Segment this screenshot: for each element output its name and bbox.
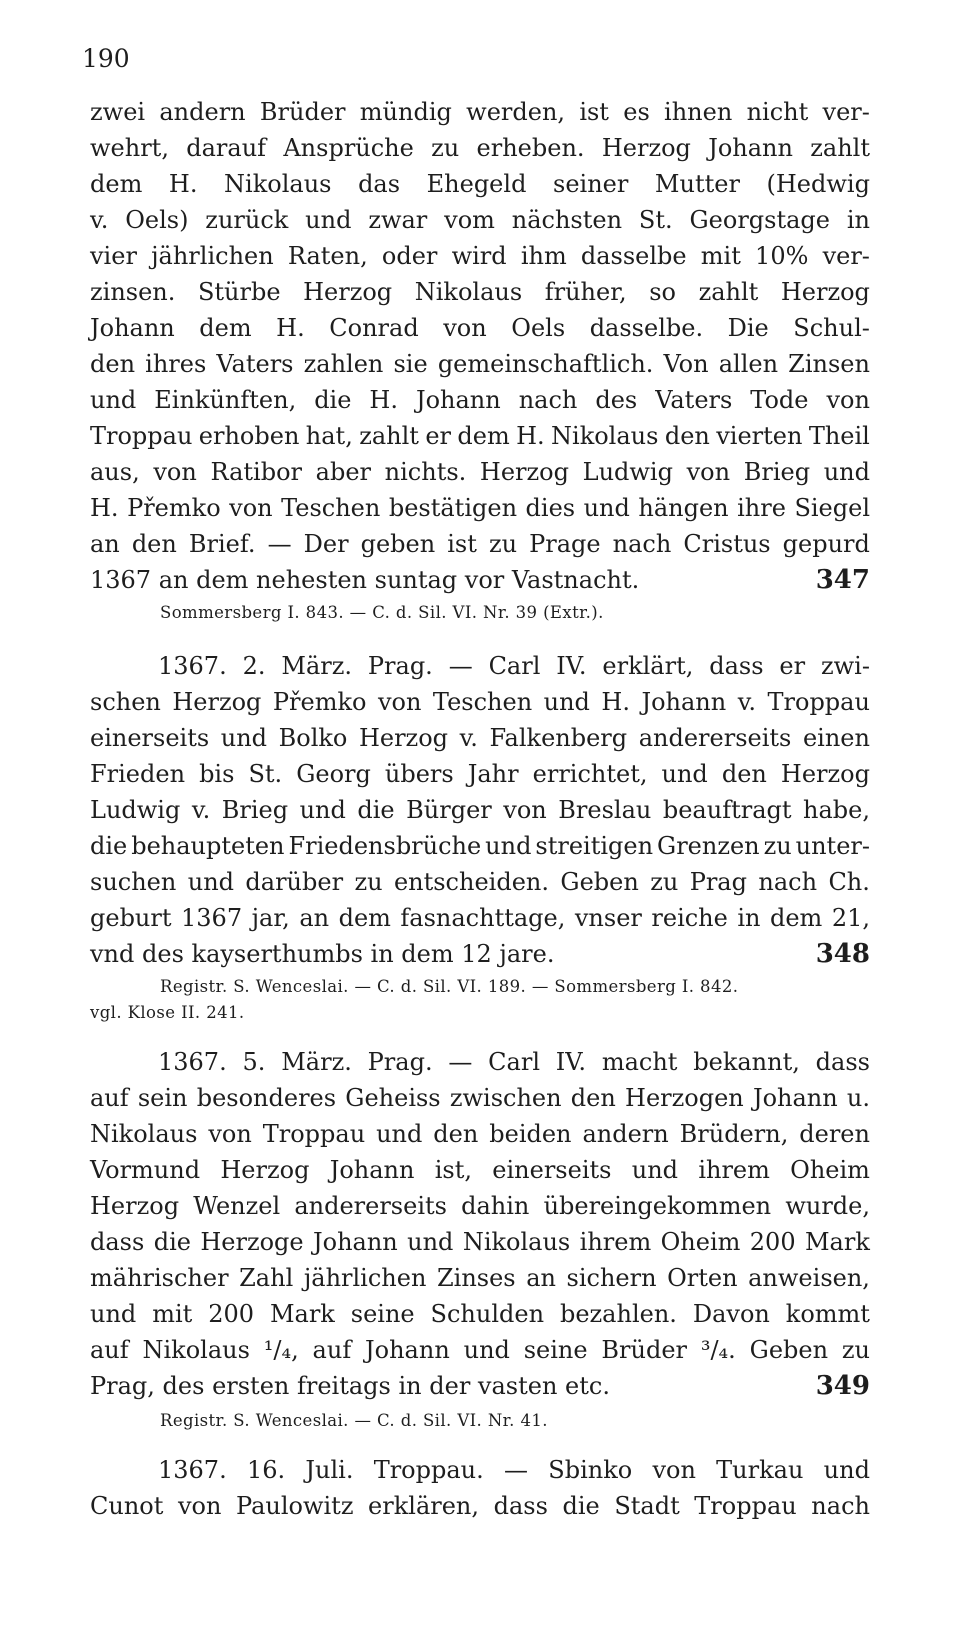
text-line: Johann dem H. Conrad von Oels dasselbe. Die Schul- xyxy=(90,314,870,342)
text-line: schen Herzog Přemko von Teschen und H. Johann v. Troppau xyxy=(90,688,870,716)
text-line: Herzog Wenzel andererseits dahin übereingekommen wurde, xyxy=(90,1192,870,1220)
text-line: zinsen. Stürbe Herzog Nikolaus früher, so zahlt Herzog xyxy=(90,278,870,306)
text-line: einerseits und Bolko Herzog v. Falkenberg andererseits einen xyxy=(90,724,870,752)
text-line: suchen und darüber zu entscheiden. Geben zu Prag nach Ch. xyxy=(90,868,870,896)
document-number: 348 xyxy=(815,939,870,969)
source-citation: vgl. Klose II. 241. xyxy=(90,1003,245,1022)
text-line: Nikolaus von Troppau und den beiden andern Brüdern, deren xyxy=(90,1120,870,1148)
text-line: mährischer Zahl jährlichen Zinses an sichern Orten anweisen, xyxy=(90,1264,870,1292)
text-line: 1367 an dem nehesten suntag vor Vastnacht. xyxy=(90,566,640,594)
text-line: die behaupteten Friedensbrüche und streitigen Grenzen zu unter- xyxy=(90,832,870,860)
text-line: und mit 200 Mark seine Schulden bezahlen. Davon kommt xyxy=(90,1300,870,1328)
text-line: zwei andern Brüder mündig werden, ist es ihnen nicht ver- xyxy=(90,98,870,126)
text-line: auf sein besonderes Geheiss zwischen den Herzogen Johann u. xyxy=(90,1084,870,1112)
text-line: Vormund Herzog Johann ist, einerseits und ihrem Oheim xyxy=(90,1156,870,1184)
page-number: 190 xyxy=(82,44,130,73)
text-line: auf Nikolaus ¹/₄, auf Johann und seine Brüder ³/₄. Geben zu xyxy=(90,1336,870,1364)
text-line-with-number xyxy=(90,936,870,972)
text-line: dass die Herzoge Johann und Nikolaus ihrem Oheim 200 Mark xyxy=(90,1228,870,1256)
text-line: Ludwig v. Brieg und die Bürger von Breslau beauftragt habe, xyxy=(90,796,870,824)
source-citation: Registr. S. Wenceslai. — C. d. Sil. VI. 189. — Sommersberg I. 842. xyxy=(160,977,739,996)
text-line: den ihres Vaters zahlen sie gemeinschaftlich. Von allen Zinsen xyxy=(90,350,870,378)
text-line: geburt 1367 jar, an dem fasnachttage, vnser reiche in dem 21, xyxy=(90,904,870,932)
text-line: aus, von Ratibor aber nichts. Herzog Ludwig von Brieg und xyxy=(90,458,870,486)
entry-heading-line: 1367. 2. März. Prag. — Carl IV. erklärt, dass er zwi- xyxy=(158,652,870,680)
text-line: vier jährlichen Raten, oder wird ihm dasselbe mit 10% ver- xyxy=(90,242,870,270)
source-citation: Registr. S. Wenceslai. — C. d. Sil. VI. Nr. 41. xyxy=(160,1411,548,1430)
text-line: H. Přemko von Teschen bestätigen dies und hängen ihre Siegel xyxy=(90,494,870,522)
document-number: 349 xyxy=(815,1371,870,1401)
entry-heading-line: 1367. 5. März. Prag. — Carl IV. macht bekannt, dass xyxy=(158,1048,870,1076)
text-line: Frieden bis St. Georg übers Jahr errichtet, und den Herzog xyxy=(90,760,870,788)
text-line: dem H. Nikolaus das Ehegeld seiner Mutter (Hedwig xyxy=(90,170,870,198)
entry-heading-line: 1367. 16. Juli. Troppau. — Sbinko von Turkau und xyxy=(158,1456,870,1484)
document-number: 347 xyxy=(815,565,870,595)
source-citation: Sommersberg I. 843. — C. d. Sil. VI. Nr. 39 (Extr.). xyxy=(160,603,604,622)
text-line: vnd des kayserthumbs in dem 12 jare. xyxy=(90,940,555,968)
text-line-with-number xyxy=(90,562,870,598)
text-line: Prag, des ersten freitags in der vasten etc. xyxy=(90,1372,610,1400)
text-line: wehrt, darauf Ansprüche zu erheben. Herzog Johann zahlt xyxy=(90,134,870,162)
text-line: Cunot von Paulowitz erklären, dass die Stadt Troppau nach xyxy=(90,1492,870,1520)
text-line: v. Oels) zurück und zwar vom nächsten St. Georgstage in xyxy=(90,206,870,234)
text-line: an den Brief. — Der geben ist zu Prage nach Cristus gepurd xyxy=(90,530,870,558)
text-line: Troppau erhoben hat, zahlt er dem H. Nikolaus den vierten Theil xyxy=(90,422,870,450)
text-line-with-number xyxy=(90,1368,870,1404)
text-line: und Einkünften, die H. Johann nach des Vaters Tode von xyxy=(90,386,870,414)
